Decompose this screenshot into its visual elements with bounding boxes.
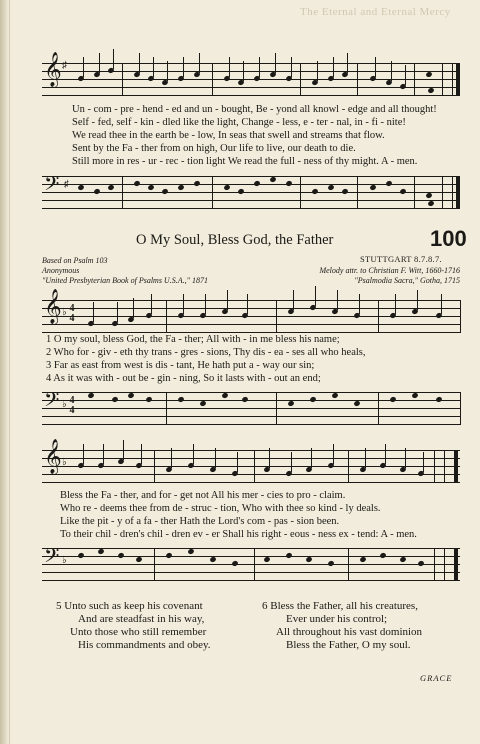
page-spine-shadow — [0, 0, 9, 744]
bass-staff-system-1 — [42, 388, 460, 425]
stanza-6-line-4: Bless the Father, O my soul. — [286, 639, 411, 651]
bass-clef-icon: 𝄢 — [44, 388, 60, 416]
top-verse-2: Self - fed, self - kin - dled like the light, Change - less, e - ter - nal, in - fi - nite! — [72, 117, 406, 128]
page-gutter-line — [9, 0, 10, 744]
treble-staff-system-2 — [42, 439, 460, 483]
bass-staff-top — [42, 172, 460, 209]
stanza-5-line-2: And are steadfast in his way, — [78, 613, 205, 625]
treble-clef-icon: 𝄞 — [44, 289, 62, 324]
key-signature-flat: ♭ — [62, 457, 67, 468]
treble-clef-icon: 𝄞 — [44, 52, 62, 87]
stanza-6 — [262, 600, 422, 652]
stanza-5-line-1: 5 Unto such as keep his covenant — [56, 600, 203, 612]
bass-time-signature: 4 4 — [69, 395, 75, 416]
stanza-6-line-1: 6 Bless the Father, all his creatures, — [262, 600, 418, 612]
hymn-verse-4-line-1: 4 As it was with - out be - gin - ning, So it lasts with - out an end; — [46, 373, 321, 384]
stanza-6-line-2: Ever under his control; — [286, 613, 388, 625]
key-signature-flat: ♭ — [62, 307, 67, 318]
melody-notes-top — [42, 60, 460, 96]
tune-attribution: Melody attr. to Christian F. Witt, 1660-1716 — [319, 266, 460, 275]
treble-clef-icon: 𝄞 — [44, 439, 62, 474]
top-verse-5: Still more in res - ur - rec - tion light We read the full - ness of thy might. A - men. — [72, 156, 418, 167]
hymn-verse-2-line-2: Who re - deems thee from de - struc - tion, Who with thee so kind - ly deals. — [60, 503, 381, 514]
top-verse-3: We read thee in the earth be - low, In seas that swell and streams that flow. — [72, 130, 385, 141]
text-source: Based on Psalm 103 — [42, 256, 108, 265]
stanza-5-line-3: Unto those who still remember — [70, 626, 207, 638]
bass-key-signature: ♭ — [62, 399, 67, 410]
hymn-verse-1-line-2: Bless the Fa - ther, and for - get not All his mer - cies to pro - claim. — [60, 490, 346, 501]
hymn-verse-3-line-2: Like the pit - y of a fa - ther Hath the Lord's com - pas - sion been. — [60, 516, 340, 527]
tune-book: "Psalmodia Sacra," Gotha, 1715 — [354, 276, 460, 285]
running-head: The Eternal and Eternal Mercy — [300, 6, 451, 18]
bass-key-signature: ♯ — [64, 179, 69, 190]
hymn-number: 100 — [430, 226, 467, 251]
time-signature: 4 4 — [69, 303, 75, 324]
top-verse-1: Un - com - pre - hend - ed and un - bought, Be - yond all knowl - edge and all thought! — [72, 104, 437, 115]
bass-key-signature: ♭ — [62, 555, 67, 566]
hymn-verse-3-line-1: 3 Far as east from west is dis - tant, He hath put a - way our sin; — [46, 360, 315, 371]
key-signature: ♯ — [62, 60, 67, 71]
hymn-verse-1-line-1: 1 O my soul, bless God, the Fa - ther; All with - in me bless his name; — [46, 334, 340, 345]
stanza-5 — [56, 600, 210, 652]
hymn-verse-4-line-2: To their chil - dren's chil - dren ev - er Shall his right - eous - ness ex - tend: A - men. — [60, 529, 417, 540]
stanza-5-line-4: His commandments and obey. — [78, 639, 211, 651]
hymn-verse-2-line-1: 2 Who for - giv - eth thy trans - gres - sions, Thy dis - ea - ses all who heals, — [46, 347, 366, 358]
treble-staff-system-1 — [42, 289, 460, 333]
topic-label: GRACE — [420, 673, 453, 683]
bass-clef-icon: 𝄢 — [44, 172, 60, 200]
text-book: "United Presbyterian Book of Psalms U.S.A.," 1871 — [42, 276, 208, 285]
text-author: Anonymous — [42, 266, 80, 275]
top-verse-4: Sent by the Fa - ther from on high, Our life to live, our death to die. — [72, 143, 356, 154]
final-barline — [454, 450, 458, 483]
bass-staff-system-2 — [42, 544, 460, 581]
stanza-6-line-3: All throughout his vast dominion — [276, 626, 423, 638]
hymn-title: O My Soul, Bless God, the Father — [136, 232, 334, 248]
bass-clef-icon: 𝄢 — [44, 544, 60, 572]
tune-name: STUTTGART 8.7.8.7. — [360, 254, 442, 264]
